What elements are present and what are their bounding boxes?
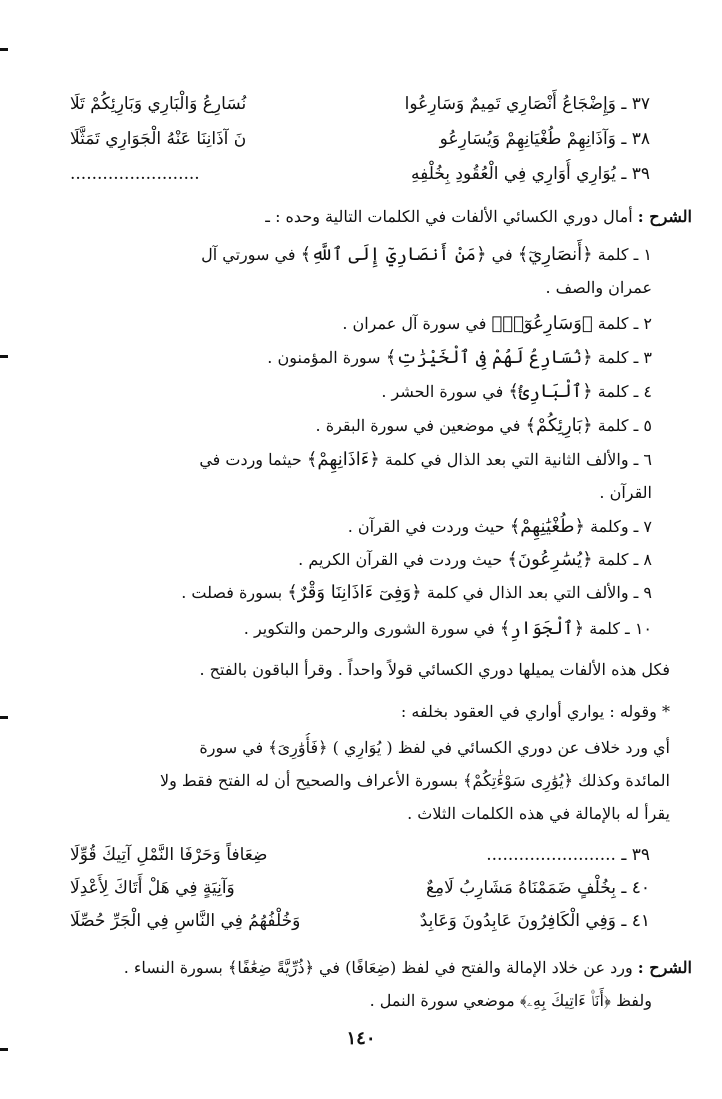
verse-hemistich-left: ضِعَافاً وَحَرْفَا النَّمْلِ آتِيكَ قُوِّلَا <box>70 845 268 865</box>
list-item: ٩ ـ والألف التي بعد الذال في كلمة ﴿وَفِىٓ ءَاذَانِنَا وَقْرٌ﴾ بسورة فصلت . <box>181 582 652 603</box>
scan-edge-mark <box>0 355 8 358</box>
verse-number: ٣٩ <box>631 845 650 865</box>
quran-word: ﴿ٱلْجَوَارِ﴾ <box>499 618 585 639</box>
sharh-line: ولفظ ﴿أَنَا۠ ءَاتِيكَ بِهِۦ﴾ موضعي سورة النمل . <box>369 991 652 1010</box>
quran-word: ﴿بَارِئِكُمْ﴾ <box>525 415 593 436</box>
list-item-continuation: القرآن . <box>599 483 652 502</box>
quran-phrase: ﴿مَنْ أَنصَارِيٓ إِلَى ٱللَّهِ﴾ <box>300 244 487 265</box>
sharh-intro: أمال دوري الكسائي الألفات في الكلمات التالية وحده : ـ <box>265 207 633 226</box>
verse-number: ٣٩ <box>631 164 650 184</box>
verse-number: ٤٠ <box>631 878 650 898</box>
quran-word: ﴿وَسَارِعُوٓا۟﴾ <box>491 313 593 334</box>
note-paragraph-line: أي ورد خلاف عن دوري الكسائي في لفظ ( يُوَارِي ) ﴿فَأُوَٰرِىَ﴾ في سورة <box>199 738 670 757</box>
note-heading: * وقوله : يواري أواري في العقود بخلفه : <box>400 702 670 721</box>
quran-word: ﴿يُسَٰرِعُونَ﴾ <box>507 549 593 570</box>
verse-hemistich-right: وَإِضْجَاعُ أَنْصَارِي تَمِيمٌ وَسَارِعُوا <box>404 94 616 114</box>
verse-hemistich-right: ........................ <box>486 845 616 865</box>
scan-edge-mark <box>0 716 8 719</box>
poem-line: ٣٨ ـ وَآذَانِهِمْ طُغْيَانِهِمْ وَيُسَارِعُو نَ آذَانِنَا عَنْهُ الْجَوَارِي تَمَثَّلَا <box>70 124 650 154</box>
quran-phrase: ﴿نُسَارِعُ لَهُمْ فِى ٱلْخَيْرَٰتِ﴾ <box>385 347 593 368</box>
verse-hemistich-left: وَآنِيَةٍ فِي هَلْ أَتَاكَ لِأَعْدِلَا <box>70 878 235 898</box>
poem-line: ٣٧ ـ وَإِضْجَاعُ أَنْصَارِي تَمِيمٌ وَسَارِعُوا نُسَارِعُ وَالْبَارِي وَبَارِئِكُمْ تَلَا <box>70 89 650 119</box>
verse-hemistich-right: بِخُلْفٍ ضَمَمْنَاهُ مَشَارِبُ لَامِعٌ <box>425 878 616 898</box>
list-item: ٨ ـ كلمة ﴿يُسَٰرِعُونَ﴾ حيث وردت في القرآن الكريم . <box>298 549 652 570</box>
sharh-label: الشرح : <box>637 207 692 226</box>
list-item: ٢ ـ كلمة ﴿وَسَارِعُوٓا۟﴾ في سورة آل عمران . <box>342 313 652 334</box>
list-item: ١٠ ـ كلمة ﴿ٱلْجَوَارِ﴾ في سورة الشورى والرحمن والتكوير . <box>243 618 652 639</box>
note-paragraph-line: المائدة وكذلك ﴿يُوَٰرِى سَوْءَٰتِكُمْ﴾ بسورة الأعراف والصحيح أن له الفتح فقط ولا <box>159 771 670 790</box>
list-item: ٣ ـ كلمة ﴿نُسَارِعُ لَهُمْ فِى ٱلْخَيْرَٰتِ﴾ سورة المؤمنون . <box>267 347 652 368</box>
scan-edge-mark <box>0 48 8 51</box>
verse-hemistich-right: وَآذَانِهِمْ طُغْيَانِهِمْ وَيُسَارِعُو <box>439 129 616 149</box>
summary: فكل هذه الألفات يميلها دوري الكسائي قولاً واحداً . وقرأ الباقون بالفتح . <box>199 660 670 679</box>
list-item: ٤ ـ كلمة ﴿ٱلْبَارِئُ﴾ في سورة الحشر . <box>381 381 652 402</box>
verse-number: ٣٨ <box>631 129 650 149</box>
quran-word: ﴿أَنصَارِيٓ﴾ <box>517 244 593 265</box>
poem-line: ٣٩ ـ ........................ ضِعَافاً وَحَرْفَا النَّمْلِ آتِيكَ قُوِّلَا <box>70 840 650 870</box>
list-item: ٥ ـ كلمة ﴿بَارِئِكُمْ﴾ في موضعين في سورة البقرة . <box>315 415 652 436</box>
note-paragraph-line: يقرأ له بالإمالة في هذه الكلمات الثلاث . <box>407 804 670 823</box>
star-bullet: * <box>662 702 670 721</box>
quran-phrase: ﴿وَفِىٓ ءَاذَانِنَا وَقْرٌ﴾ <box>287 582 422 603</box>
list-item: ٧ ـ وكلمة ﴿طُغْيَٰنِهِمْ﴾ حيث وردت في القرآن . <box>347 516 652 537</box>
quran-word: ﴿ءَاذَانِهِمْ﴾ <box>306 449 380 470</box>
verse-hemistich-right: وَفِي الْكَافِرُونَ عَابِدُونَ وَعَابِدٌ <box>419 911 616 931</box>
verse-number: ٤١ <box>631 911 650 931</box>
page-number: ١٤٠ <box>346 1028 376 1049</box>
list-item: ٦ ـ والألف الثانية التي بعد الذال في كلمة ﴿ءَاذَانِهِمْ﴾ حيثما وردت في <box>199 449 652 470</box>
verse-hemistich-left: نَ آذَانِنَا عَنْهُ الْجَوَارِي تَمَثَّلَا <box>70 129 247 149</box>
verse-hemistich-left: نُسَارِعُ وَالْبَارِي وَبَارِئِكُمْ تَلَا <box>70 94 247 114</box>
verse-hemistich-left: ........................ <box>70 164 200 184</box>
verse-hemistich-right: يُوَارِي أُوَارِي فِي الْعُقُودِ بِخُلْفِهِ <box>410 164 616 184</box>
quran-word: ﴿ٱلْبَارِئُ﴾ <box>508 381 593 402</box>
poem-line: ٣٩ ـ يُوَارِي أُوَارِي فِي الْعُقُودِ بِخُلْفِهِ ........................ <box>70 159 650 189</box>
sharh-label: الشرح : <box>637 958 692 977</box>
list-item: ١ ـ كلمة ﴿أَنصَارِيٓ﴾ في ﴿مَنْ أَنصَارِيٓ إِلَى ٱللَّهِ﴾ في سورتي آل <box>201 244 652 265</box>
poem-line: ٤١ ـ وَفِي الْكَافِرُونَ عَابِدُونَ وَعَابِدٌ وَخُلْفُهُمُ فِي النَّاسِ فِي الْجَرِّ حُصِّلَا <box>70 906 650 936</box>
quran-word: ﴿طُغْيَٰنِهِمْ﴾ <box>509 516 585 537</box>
sharh-intro-line <box>60 202 692 232</box>
verse-number: ٣٧ <box>631 94 650 114</box>
sharh-line: الشرح : ورد عن خلاد الإمالة والفتح في لفظ (ضِعَافًا) في ﴿ذُرِّيَّةً ضِعَٰفًا﴾ بسورة النساء . <box>123 958 692 977</box>
list-item-continuation: عمران والصف . <box>545 278 652 297</box>
poem-line: ٤٠ ـ بِخُلْفٍ ضَمَمْنَاهُ مَشَارِبُ لَامِعٌ وَآنِيَةٍ فِي هَلْ أَتَاكَ لِأَعْدِلَا <box>70 873 650 903</box>
verse-hemistich-left: وَخُلْفُهُمُ فِي النَّاسِ فِي الْجَرِّ حُصِّلَا <box>70 911 301 931</box>
